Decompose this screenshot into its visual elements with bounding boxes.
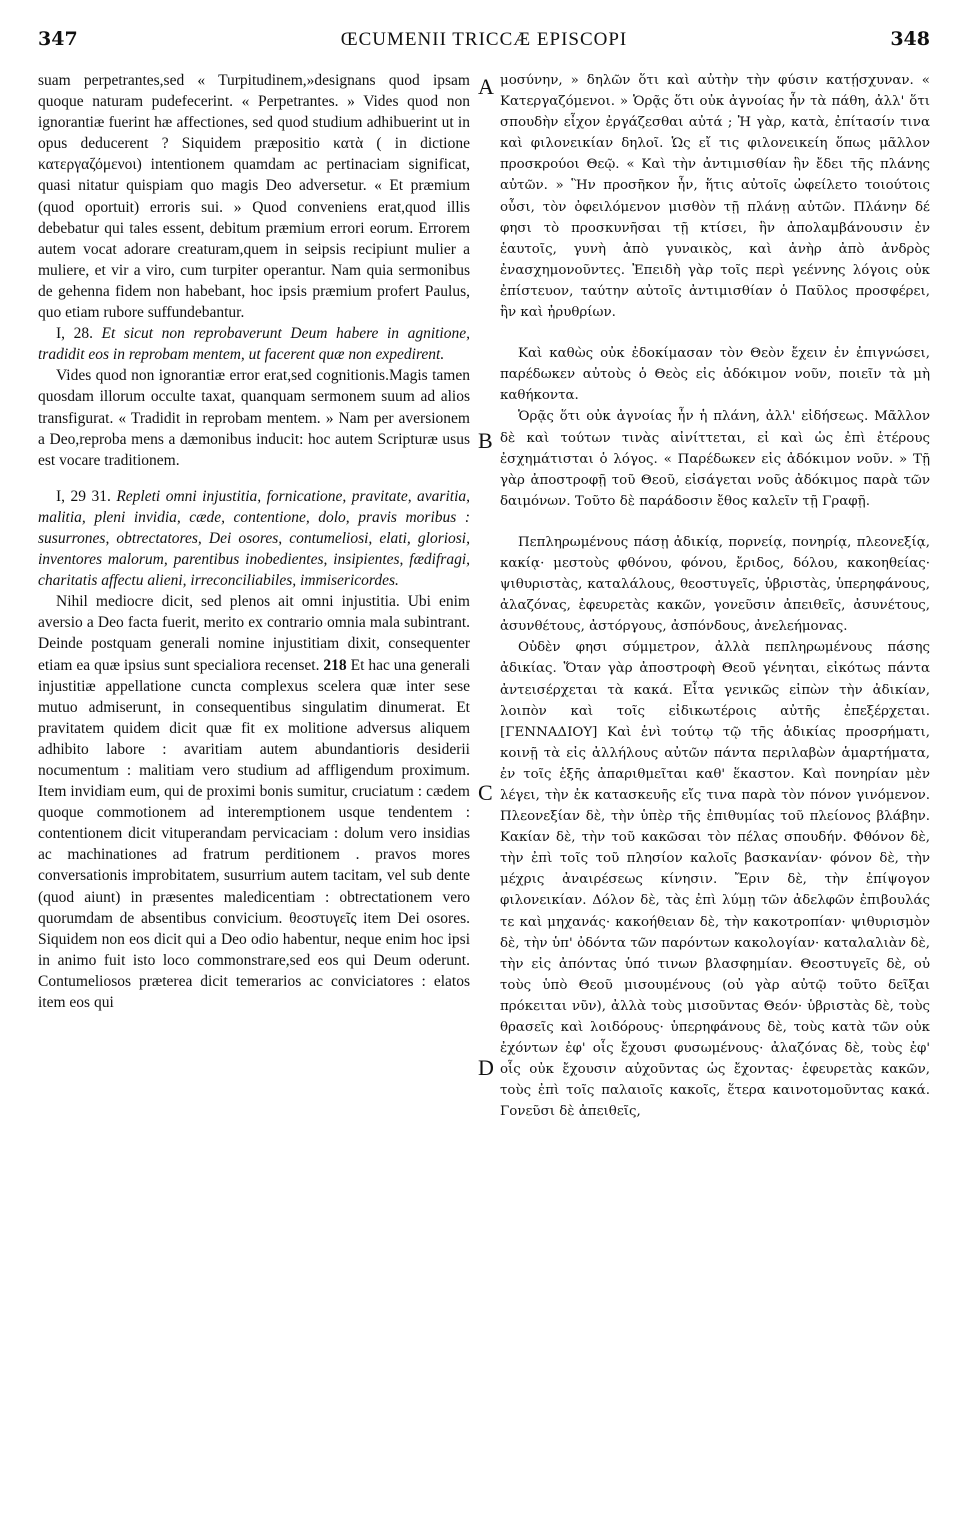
- margin-letter-c: C: [478, 780, 493, 805]
- greek-verse-28: Καὶ καθὼς οὐκ ἐδοκίμασαν τὸν Θεὸν ἔχειν ἐν ἐπιγνώσει, παρέδωκεν αὐτοὺς ὁ Θεὸς εἰς ἀδόκιμον νοῦν, ποιεῖν τὰ μὴ καθήκοντα.: [500, 346, 930, 404]
- latin-verse-28: [38, 323, 470, 365]
- greek-verse-29: Πεπληρωμένους πάσῃ ἀδικίᾳ, πορνείᾳ, πονηρίᾳ, πλεονεξίᾳ, κακίᾳ· μεστοὺς φθόνου, φόνου, ἔριδος, δόλου, κακοηθείας· ψιθυριστὰς, καταλάλους, θεοστυγεῖς, ὑβριστὰς, ὑπερηφάνους, ἀλαζόνας, ἐφευρετὰς κακῶν, γονεῦσιν ἀπειθεῖς, ἀσυνέτους, ἀσυνθέτους, ἀστόργους, ἀσπόνδους, ἀνελεήμονας.: [500, 534, 930, 635]
- margin-letter-a: A: [478, 74, 494, 99]
- spacer: [500, 512, 930, 532]
- running-title: ŒCUMENII TRICCÆ EPISCOPI: [340, 29, 628, 50]
- greek-paragraph-3: [500, 637, 930, 1122]
- latin-paragraph-3: [38, 591, 470, 1013]
- margin-letter-b: B: [478, 428, 493, 453]
- latin-column: [38, 70, 470, 1512]
- greek-paragraph-3b: Καὶ ἑνὶ τούτῳ τῷ τῆς ἀδικίας προσρήματι, κοινῇ τὰ εἰς ἀλλήλους αὐτῶν πάντα περιλαβὼν ἁμαρτήματα, ἐν τοῖς ἑξῆς ἀπαριθμεῖται καθ' ἕκαστον. Καὶ πονηρίαν μὲν λέγει, τὴν ἐκ κατασκευῆς εἴς τινα παρὰ τὸν πόνον γινόμενον. Πλεονεξίαν δὲ, τὴν ὑπὲρ τῆς ἐπιθυμίας τοῦ πλείονος βλάβην. Κακίαν δὲ, τὴν τοῦ κακῶσαι τὸν πέλας σπουδήν. Φθόνον δὲ, τὴν ἐπὶ τοῖς τοῦ πλησίον καλοῖς βασκανίαν· φόνον δὲ, τὴν μέχρις ἀναιρέσεως κίνησιν. Ἔριν δὲ, τὴν ἐπίψογον φιλονεικίαν. Δόλον δὲ, τὰς ἐπὶ λύμῃ τῶν ἀδελφῶν ἐπιβουλάς τε καὶ μηχανάς· κακοήθειαν δὲ, τὴν κακοτροπίαν· ψιθυρισμὸν δὲ, τὴν ὑπ' ὀδόντα τῶν παρόντων κακολογίαν· καταλαλιὰν δὲ, τὴν εἰς ἀπόντας ὑπό τινων βλασφημίαν. Θεοστυγεῖς δὲ, οὐ τοὺς ὑπὸ Θεοῦ μισουμένους (οὐ γὰρ αὐτῷ τοῦτο δεῖξαι πρόκειται νῦν), ἀλλὰ τοὺς μισοῦντας Θεόν· ὑβριστὰς δὲ, τοὺς θρασεῖς καὶ λοιδόρους· ὑπερηφάνους δὲ, τοὺς κατὰ τῶν οὐκ ἐχόντων ἐφ' οἷς ἔχουσι φυσωμένους· ἀλαζόνας δὲ, τοὺς ἐφ' οἷς οὐκ ἔχουσιν αὐχοῦντας ὡς ἔχοντας· ἐφευρετὰς κακῶν, τοὺς ἐπὶ τοῖς παλαιοῖς κακοῖς, ἕτερα καινοτομοῦντας κακά. Γονεῦσι δὲ ἀπειθεῖς,: [500, 724, 930, 1120]
- greek-paragraph-1: μοσύνην, » δηλῶν ὅτι καὶ αὐτὴν τὴν φύσιν κατῄσχυναν. « Κατεργαζόμενοι. » Ὁρᾷς ὅτι οὐκ ἀγνοίας ἦν τὰ πάθη, ἀλλ' ὅτι σπουδὴν εἶχον ἐργάζεσθαι αὐτά ; Ἡ γὰρ, κατὰ, ἐπίτασίν τινα καὶ φιλονεικίαν δηλοῖ. Ὡς εἴ τις φιλονεικείη ὅπως μᾶλλον προσκρούοι Θεῷ. « Καὶ τὴν ἀντιμισθίαν ἣν ἔδει τῆς πλάνης αὐτῶν. » Ἣν προσῆκον ἦν, ἥτις αὐτοῖς ὠφείλετο τοιούτοις οὖσι, τὸν ὀφειλόμενον μισθὸν τῇ πλάνῃ αὐτῶν. Πλάνην δέ φησι τὸ προσκυνῆσαι τῇ κτίσει, ἣν ἀπολαμβάνουσιν ἐν ἑαυτοῖς, γυνὴ ἀπὸ γυναικὸς, καὶ ἀνὴρ ἀπὸ ἀνδρὸς ἐνασχημονοῦντες. Ἐπειδὴ γὰρ τοῖς περὶ γεέννης λόγοις οὐκ ἐπίστευον, ταύτην αὐτοῖς ἀντιμισθίαν ὁ Παῦλος προσφέρει, ἣν καὶ ἠρυθρίων.: [500, 73, 930, 321]
- verse-text-28: Et sicut non reprobaverunt Deum habere in agnitione, tradidit eos in reprobam mentem, ut facerent quæ non expedirent.: [38, 325, 470, 364]
- spacer: [38, 471, 470, 486]
- latin-verse-29: [38, 486, 470, 591]
- verse-ref-28: I, 28.: [56, 325, 93, 343]
- latin-paragraph-3b: Et hac una generali injustitiæ appellatione cuncta complexus scelera quæ inter sese mutuo admiserunt, in consequentibus singulatim dinumerat. Et pravitatem quidem dicit quæ fit ex molitione adversus aliquem adhibito labore : avaritiam autem abundantioris desiderii nocumentum : malitiam vero studium ad affligendum proximum. Item invidiam eum, qui de proximi bonis sumitur, cruciatum : cædem quoque commotionem ad interemptionem usque tendentem : contentionem dicit vituperandam pervicaciam : dolum vero insidias ac machinationes ad fratrum perditionem . pravos mores conversationis improbitatem, susurrium autem tacitam, vel sub dente (quod aiunt) in præsentes maledicentiam : obtrectationem vero quorumdam de absentibus convicium. θεοστυγεῖς item Dei osores. Siquidem non eos dicit qui a Deo odio habentur, neque enim hoc ipsi in animo fuit isto loco commonstrare,sed eos qui Deum oderunt. Contumeliosos præterea dicit temerarios ac conviciatores : elatos item eos qui: [38, 656, 470, 1012]
- latin-paragraph-2: Vides quod non ignorantiæ error erat,sed cognitionis.Magis tamen quosdam illorum occulte taxat, quanquam sermonem suum ad alios transfigurat. « Tradidit in reprobam mentem. » Nam per aversionem a Deo,reproba mens a dæmonibus inducit: hoc autem Scripturæ usus est vocare traditionem.: [38, 367, 470, 469]
- latin-paragraph-1: suam perpetrantes,sed « Turpitudinem,»designans quod ipsam quoque naturam pudefecerint. « Perpetrantes. » Vides quod non ignorantiæ fuerint hæ affectiones, sed quod studium adhibuerint ut in opus deducerent ? Siquidem præpositio κατὰ ( in dictione κατεργαζόμενοι) intentionem quamdam ac pertinaciam significat, quasi nitatur quispiam quo magis Deo adversetur. « Et præmium (quod oportuit) erroris sui. » Quod conveniens erat,quod illis debebatur qui tales essent, debitum præmium errori eorum. Errorem autem vocat adorare creaturam,quem in seipsis recipiunt mulier a muliere, et vir a viro, cum turpiter operantur. Nam quia sermonibus de gehenna fidem non habebant, hoc ipsis præmium profert Paulus, quo etiam rubore suffundebantur.: [38, 72, 470, 322]
- column-number: 218: [323, 656, 347, 674]
- spacer: [500, 323, 930, 343]
- page-header: [0, 0, 968, 64]
- page-number-right: 348: [890, 28, 930, 50]
- margin-letter-d: D: [478, 1055, 494, 1080]
- greek-paragraph-3a: Οὐδὲν φησι σύμμετρον, ἀλλὰ πεπληρωμένους πάσης ἀδικίας. Ὅταν γὰρ ἀποστροφὴ Θεοῦ γένηται, εἰκότως πάντα ἀντεισέρχεται τὰ κακά. Εἶτα γενικῶς εἰπὼν τὴν ἀδικίαν, λοιπὸν καὶ τοῖς εἰδικωτέροις αὐτῆς ἐπεξέρχεται.: [500, 640, 930, 719]
- verse-ref-29: I, 29 31.: [56, 487, 111, 505]
- latin-paragraph-3a: Nihil mediocre dicit, sed plenos ait omni injustitia. Ubi enim aversio a Deo facta fuerit, merito ex contrario omnia mala subintrant. Deinde postquam generali nomine injustitiam dixit, consequenter etiam ea quæ ipsius sunt specialiora recenset.: [38, 593, 470, 674]
- author-tag: [ΓΕΝΝΑΔΙΟΥ]: [500, 724, 598, 740]
- verse-text-29: Repleti omni injustitia, fornicatione, pravitate, avaritia, malitia, pleni invidia, cæde, contentione, dolo, pravis moribus : susurrones, obtrectatores, Dei osores, contumeliosi, elati, gloriosi, inventores malorum, parentibus inobedientes, insipientes, fædifragi, charitatis affectu alieni, irreconciliabiles, immisericordes.: [38, 487, 470, 590]
- page-number-left: 347: [38, 28, 78, 50]
- greek-column: [500, 70, 930, 1512]
- greek-paragraph-2: Ὁρᾷς ὅτι οὐκ ἀγνοίας ἦν ἡ πλάνη, ἀλλ' εἰδήσεως. Μᾶλλον δὲ καὶ τούτων τινὰς αἰνίττεται, εἰ καὶ ὡς ἐπὶ ἑτέρους ἐσχημάτισται ὁ λόγος. « Παρέδωκεν εἰς ἀδόκιμον νοῦν. » Τῇ γὰρ ἀποστροφῇ τοῦ Θεοῦ, εἰσάγεται νοῦς ἀδόκιμος παρὰ τῶν δαιμόνων. Τοῦτο δὲ παράδοσιν ἔθος καλεῖν τῇ Γραφῇ.: [500, 409, 930, 509]
